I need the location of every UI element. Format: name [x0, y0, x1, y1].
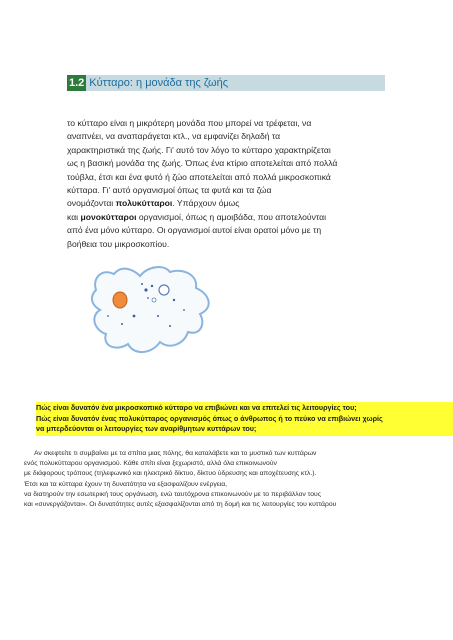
granule [151, 285, 153, 287]
intro-text: και [67, 211, 81, 222]
body-line: Έτσι και τα κύτταρα έχουν τη δυνατότητα να εξασφαλίζουν ενέργεια, [24, 480, 228, 488]
granule [147, 297, 149, 299]
body-line: ενός πολυκύτταρου οργανισμού. Κάθε σπίτι είναι ξεχωριστό, αλλά όλα επικοινωνούν [24, 460, 277, 468]
term-unicellular: μονοκύτταροι [80, 211, 137, 222]
granule [169, 325, 171, 327]
amoeba-membrane [92, 267, 209, 352]
section-number: 1.2 [69, 77, 85, 89]
vacuole [152, 298, 156, 302]
nucleus [113, 292, 127, 308]
body-line: να διατηρούν την εσωτερική τους οργάνωση, ενώ ταυτόχρονα επικοινωνούν με το περιβάλλον τους [24, 490, 322, 498]
section-heading [67, 75, 385, 91]
intro-line [67, 211, 397, 224]
intro-line: χαρακτηριστικά της ζωής. Γι' αυτό τον λόγο το κύτταρο χαρακτηρίζεται [67, 144, 331, 155]
intro-line: αναπνέει, να αναπαράγεται κτλ., να εμφανίζει δηλαδή τα [67, 131, 281, 142]
intro-line: από ένα μόνο κύτταρο. Οι οργανισμοί αυτοί είναι ορατοί μόνο με τη [67, 225, 322, 236]
amoeba-illustration [88, 260, 218, 360]
granule [157, 315, 159, 317]
term-multicellular: πολυκύτταροι [115, 198, 173, 209]
granule [183, 309, 185, 311]
intro-line: κύτταρα. Γι' αυτό οργανισμοί όπως τα φυτά και τα ζώα [67, 185, 272, 196]
question-line: Πώς είναι δυνατόν ένας πολυκύτταρος οργανισμός όπως ο άνθρωπος ή το πεύκο να επιβιώνει χωρίς [36, 413, 383, 423]
intro-line [67, 197, 397, 210]
granule [133, 315, 136, 318]
intro-paragraph [67, 117, 397, 251]
question-line: να μπερδεύονται οι λειτουργίες των αναρίθμητων κυττάρων του; [36, 424, 257, 434]
granule [121, 323, 123, 325]
granule [141, 283, 143, 285]
intro-line: το κύτταρο είναι η μικρότερη μονάδα που μπορεί να τρέφεται, να [67, 118, 312, 128]
body-line: με διάφορους τρόπους (τηλεφωνικό και ηλεκτρικό δίκτυο, δίκτυο ύδρευσης και αποχέτευσης κτλ.). [24, 470, 317, 478]
intro-text: . Υπάρχουν όμως [172, 198, 240, 209]
highlighted-questions [36, 402, 453, 436]
granule [173, 299, 175, 301]
intro-text: ονομάζονται [67, 198, 116, 209]
granule [107, 315, 109, 317]
intro-line: βοήθεια του μικροσκοπίου. [67, 238, 170, 249]
section-title: Κύτταρο: η μονάδα της ζωής [89, 77, 228, 89]
body-line: και «συνεργάζονται». Οι δυνατότητες αυτές εξασφαλίζονται από τη δομή και τις λειτουργίες του κυττάρου [24, 501, 337, 509]
vacuole [159, 285, 169, 295]
intro-line: ως η βασική μονάδα της ζωής. Όπως ένα κτίριο αποτελείται από πολλά [67, 158, 338, 169]
body-paragraph [24, 449, 449, 510]
body-line: Αν σκεφτείτε τι συμβαίνει με τα σπίτια μιας πόλης, θα καταλάβετε και το μυστικό των κυττάρων [34, 450, 317, 457]
granule [144, 288, 147, 291]
intro-text: οργανισμοί, όπως η αμοιβάδα, που αποτελούνται [136, 211, 327, 222]
question-line: Πώς είναι δυνατόν ένα μικροσκοπικό κύτταρο να επιβιώνει και να επιτελεί τις λειτουργίες του; [36, 403, 357, 412]
intro-line: τούβλα, έτσι και ένα φυτό ή ζώο αποτελείται από πολλά μικροσκοπικά [67, 171, 331, 182]
